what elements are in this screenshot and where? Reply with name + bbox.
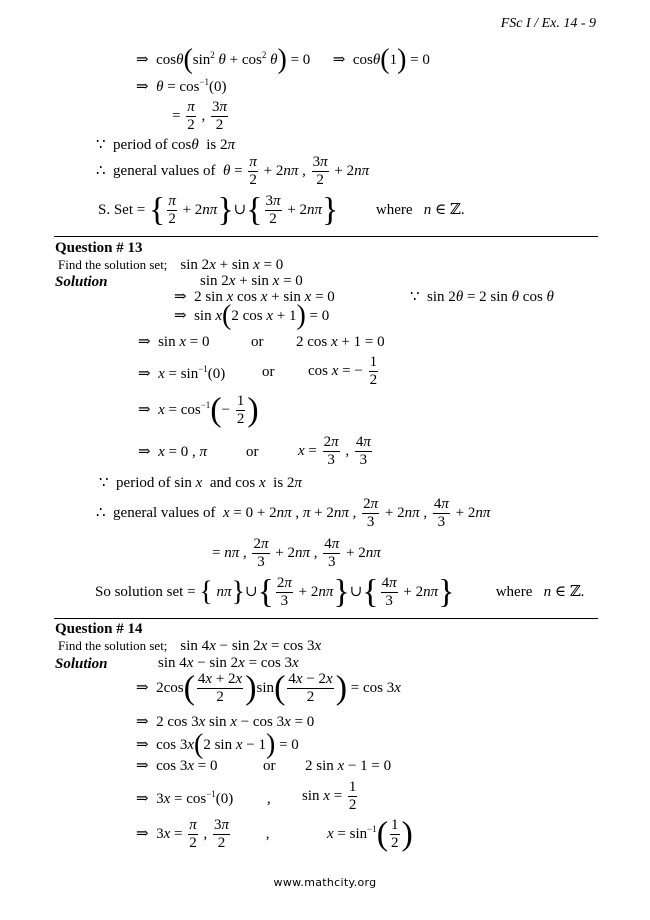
word-where: where xyxy=(375,202,413,219)
word-general-values: general values of xyxy=(113,163,216,180)
word-so-solution-set: So solution set = xyxy=(95,584,196,601)
word-is: is xyxy=(206,137,217,153)
section-divider xyxy=(54,236,598,237)
word-or: or xyxy=(262,364,275,380)
math-line: ∴ general values of θ = $\frac{\pi}{2}$ + 2nπ , $\frac{3\pi}{2}$ + 2nπ xyxy=(96,154,370,189)
math-line: ⇒ $x = \cos^{-1}(-$ $\frac{1}{2}$ ) xyxy=(138,391,259,429)
math-line: ⇒ $x = \sin^{-1}(0)$ xyxy=(138,364,226,382)
math-line: 2 sin x − 1 = 0 xyxy=(305,758,392,774)
page-footer: www.mathcity.org xyxy=(273,876,377,889)
word-s-set: S. Set = xyxy=(98,202,146,219)
word-or: or xyxy=(246,444,259,460)
math-line: ⇒ $\cos\theta(\sin^2$ $\theta + \cos^2 \theta) = 0$ ⇒ cosθ(1) = 0 xyxy=(136,44,430,76)
prompt-text: Find the solution set; xyxy=(58,638,168,653)
solution-label: Solution xyxy=(55,274,108,290)
question-prompt: Find the solution set; sin 2x + sin x = 0 xyxy=(58,257,284,273)
math-line: = nπ , $\frac{2\pi}{3}$ + 2nπ , $\frac{4\pi}{3}$ + 2nπ xyxy=(212,536,381,571)
question-title: Question # 13 xyxy=(55,240,143,256)
math-line: ⇒ 2 cos 3x sin x − cos 3x = 0 xyxy=(136,714,315,730)
prompt-text: Find the solution set; xyxy=(58,257,168,272)
word-where: where xyxy=(495,584,533,601)
math-line: ∴ general values of x = 0 + 2nπ , π + 2nπ , $\frac{2\pi}{3}$ + 2nπ , $\frac{4\pi}{3}$ + 2nπ xyxy=(96,496,491,531)
word-or: or xyxy=(263,758,276,774)
word-and: and xyxy=(209,475,232,491)
math-line: ⇒ sin x = 0 xyxy=(138,334,210,350)
math-line: ⇒ 2cos( $\frac{4x + 2x}{2}$ )sin( $\frac{4x - 2x}{2}$ ) = cos 3x xyxy=(136,669,401,707)
word-period: period of xyxy=(113,137,168,153)
math-line: ⇒ $\theta = \cos^{-1}(0)$ xyxy=(136,77,227,95)
word-or: or xyxy=(251,334,264,350)
math-line: So solution set = { nπ}∪{ $\frac{2\pi}{3}$ + 2nπ}∪{ $\frac{4\pi}{3}$ + 2nπ} where n ∈ ℤ. xyxy=(95,573,585,611)
section-divider xyxy=(54,618,598,619)
word-is: is xyxy=(273,475,284,491)
math-line: x = $\frac{2\pi}{3}$ , $\frac{4\pi}{3}$ xyxy=(298,434,371,469)
solution-label: Solution xyxy=(55,656,108,672)
math-line: $x = \sin^{-1}$( $\frac{1}{2}$ ) xyxy=(327,815,413,853)
math-line: 2 cos x + 1 = 0 xyxy=(296,334,385,350)
math-line: ∵ period of sin x and cos x is 2π xyxy=(99,475,302,491)
word-period: period of xyxy=(116,475,171,491)
math-line: ⇒ 2 sin x cos x + sin x = 0 xyxy=(174,289,335,305)
math-line: ⇒ cos 3x(2 sin x − 1) = 0 xyxy=(136,729,299,760)
math-line: ∵ period of cosθ is 2π xyxy=(96,137,236,153)
math-line: ⇒ 3x = $\frac{\pi}{2}$ , $\frac{3\pi}{2}$ , xyxy=(136,817,270,852)
math-line: sin 2x + sin x = 0 xyxy=(200,273,303,289)
math-line: ⇒ sin x(2 cos x + 1) = 0 xyxy=(174,300,330,331)
math-line: sin 4x − sin 2x = cos 3x xyxy=(158,655,299,671)
question-prompt: Find the solution set; sin 4x − sin 2x = cos 3x xyxy=(58,638,322,654)
math-line: = $\frac{\pi}{2}$ , $\frac{3\pi}{2}$ xyxy=(172,99,227,134)
math-line: ⇒ x = 0 , π xyxy=(138,444,207,460)
math-line: S. Set = { $\frac{\pi}{2}$ + 2nπ}∪{ $\frac{3\pi}{2}$ + 2nπ} where n ∈ ℤ. xyxy=(98,191,465,229)
math-line: ⇒ $3x = \cos^{-1}(0)$ , xyxy=(136,789,271,807)
word-general-values: general values of xyxy=(113,505,216,522)
question-title: Question # 14 xyxy=(55,621,143,637)
math-line: sin x = $\frac{1}{2}$ xyxy=(302,779,357,814)
math-line: ⇒ cos 3x = 0 xyxy=(136,758,218,774)
math-line: cos x = − $\frac{1}{2}$ xyxy=(308,354,378,389)
page-header: FSc I / Ex. 14 - 9 xyxy=(500,16,596,31)
math-line: ∵ sin 2θ = 2 sin θ cos θ xyxy=(410,289,554,305)
